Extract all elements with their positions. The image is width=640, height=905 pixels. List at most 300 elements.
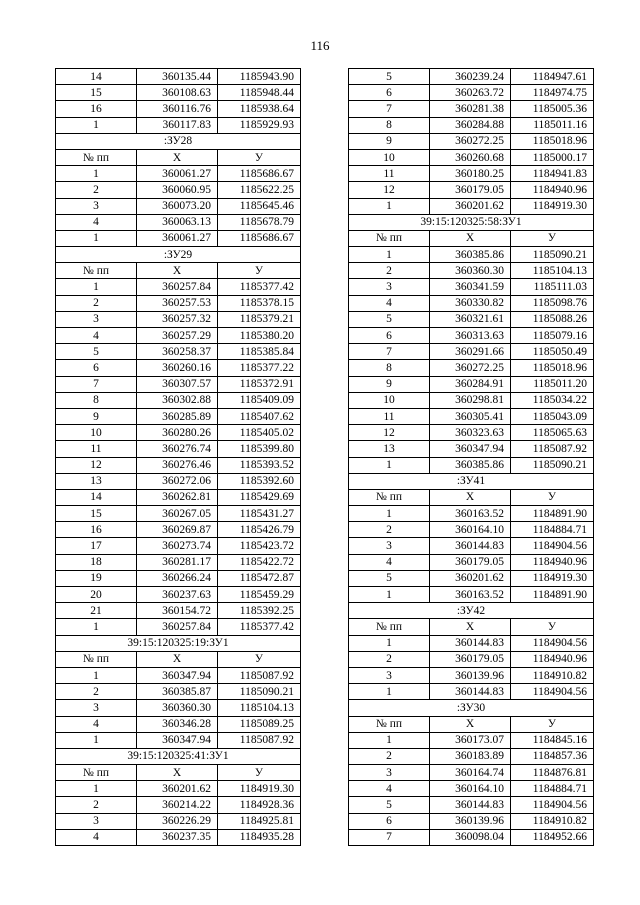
table-row xyxy=(349,748,594,764)
point-number: 4 xyxy=(349,295,430,311)
x-coordinate: 360347.94 xyxy=(137,667,218,683)
y-coordinate: 1185686.67 xyxy=(218,166,301,182)
point-number: 11 xyxy=(349,166,430,182)
table-row xyxy=(349,344,594,360)
point-number: 1 xyxy=(349,198,430,214)
y-coordinate: 1185409.09 xyxy=(218,392,301,408)
y-coordinate: 1184910.82 xyxy=(511,813,594,829)
table-row xyxy=(56,489,301,505)
y-coordinate: 1185377.22 xyxy=(218,360,301,376)
table-row xyxy=(349,684,594,700)
y-coordinate-header: У xyxy=(511,489,594,505)
point-number: 9 xyxy=(56,408,137,424)
table-row xyxy=(56,328,301,344)
x-coordinate: 360237.35 xyxy=(137,829,218,845)
y-coordinate: 1185378.15 xyxy=(218,295,301,311)
table-row xyxy=(349,101,594,117)
y-coordinate: 1184935.28 xyxy=(218,829,301,845)
table-row xyxy=(349,441,594,457)
table-row xyxy=(56,554,301,570)
x-coordinate: 360164.10 xyxy=(430,522,511,538)
point-number: 5 xyxy=(349,570,430,586)
x-coordinate: 360257.29 xyxy=(137,328,218,344)
table-row xyxy=(349,829,594,845)
table-header-row xyxy=(349,230,594,246)
y-coordinate: 1185426.79 xyxy=(218,522,301,538)
y-coordinate: 1185385.84 xyxy=(218,344,301,360)
table-row xyxy=(56,813,301,829)
table-row xyxy=(56,101,301,117)
parcel-title-row xyxy=(349,700,594,716)
table-row xyxy=(56,344,301,360)
x-coordinate: 360179.05 xyxy=(430,182,511,198)
x-coordinate: 360116.76 xyxy=(137,101,218,117)
x-coordinate: 360144.83 xyxy=(430,538,511,554)
y-coordinate: 1185938.64 xyxy=(218,101,301,117)
point-number: 1 xyxy=(349,457,430,473)
x-coordinate: 360385.86 xyxy=(430,457,511,473)
table-row xyxy=(349,538,594,554)
x-coordinate: 360061.27 xyxy=(137,230,218,246)
y-coordinate: 1185065.63 xyxy=(511,425,594,441)
parcel-title: :ЗУ41 xyxy=(349,473,594,489)
parcel-title-row xyxy=(349,603,594,619)
point-number: 6 xyxy=(56,360,137,376)
y-coordinate: 1185000.17 xyxy=(511,149,594,165)
point-number: 15 xyxy=(56,506,137,522)
table-header-row xyxy=(56,149,301,165)
x-coordinate: 360272.06 xyxy=(137,473,218,489)
point-number: 12 xyxy=(56,457,137,473)
x-coordinate: 360214.22 xyxy=(137,797,218,813)
table-row xyxy=(56,538,301,554)
table-row xyxy=(349,797,594,813)
x-coordinate-header: Х xyxy=(430,230,511,246)
y-coordinate-header: У xyxy=(511,619,594,635)
y-coordinate: 1185459.29 xyxy=(218,587,301,603)
point-number: 11 xyxy=(56,441,137,457)
table-row xyxy=(349,570,594,586)
point-number: 3 xyxy=(56,700,137,716)
table-row xyxy=(349,732,594,748)
y-coordinate: 1184940.96 xyxy=(511,182,594,198)
x-coordinate: 360239.24 xyxy=(430,69,511,85)
point-number: 3 xyxy=(349,667,430,683)
x-coordinate: 360063.13 xyxy=(137,214,218,230)
y-coordinate: 1185392.60 xyxy=(218,473,301,489)
point-number: 1 xyxy=(349,587,430,603)
table-row xyxy=(56,214,301,230)
x-coordinate: 360139.96 xyxy=(430,813,511,829)
y-coordinate: 1185087.92 xyxy=(218,732,301,748)
point-number: 1 xyxy=(349,635,430,651)
point-number: 2 xyxy=(349,522,430,538)
table-row xyxy=(349,813,594,829)
y-coordinate: 1184904.56 xyxy=(511,684,594,700)
table-row xyxy=(349,457,594,473)
table-row xyxy=(349,166,594,182)
y-coordinate-header: У xyxy=(218,651,301,667)
y-coordinate: 1184974.75 xyxy=(511,85,594,101)
table-row xyxy=(56,619,301,635)
point-number: 5 xyxy=(349,69,430,85)
point-number: 1 xyxy=(349,684,430,700)
y-coordinate: 1185090.21 xyxy=(218,684,301,700)
table-row xyxy=(56,570,301,586)
parcel-title: :ЗУ28 xyxy=(56,133,301,149)
x-coordinate: 360330.82 xyxy=(430,295,511,311)
x-coordinate: 360307.57 xyxy=(137,376,218,392)
point-number: 2 xyxy=(349,263,430,279)
x-coordinate: 360360.30 xyxy=(137,700,218,716)
y-coordinate: 1184891.90 xyxy=(511,506,594,522)
point-number: 1 xyxy=(56,230,137,246)
parcel-title-row xyxy=(56,133,301,149)
y-coordinate: 1184876.81 xyxy=(511,765,594,781)
x-coordinate: 360276.74 xyxy=(137,441,218,457)
point-number-header: № пп xyxy=(349,230,430,246)
table-row xyxy=(349,182,594,198)
table-header-row xyxy=(56,651,301,667)
table-row xyxy=(349,263,594,279)
y-coordinate: 1185098.76 xyxy=(511,295,594,311)
x-coordinate-header: Х xyxy=(137,651,218,667)
x-coordinate: 360260.16 xyxy=(137,360,218,376)
x-coordinate: 360262.81 xyxy=(137,489,218,505)
table-row xyxy=(56,198,301,214)
table-row xyxy=(349,311,594,327)
table-row xyxy=(56,829,301,845)
table-row xyxy=(56,279,301,295)
x-coordinate: 360285.89 xyxy=(137,408,218,424)
x-coordinate: 360280.26 xyxy=(137,425,218,441)
point-number-header: № пп xyxy=(349,489,430,505)
y-coordinate: 1185090.21 xyxy=(511,457,594,473)
point-number: 12 xyxy=(349,182,430,198)
y-coordinate: 1184940.96 xyxy=(511,554,594,570)
parcel-title: 39:15:120325:41:ЗУ1 xyxy=(56,748,301,764)
table-row xyxy=(349,69,594,85)
x-coordinate: 360273.74 xyxy=(137,538,218,554)
table-row xyxy=(349,651,594,667)
x-coordinate: 360305.41 xyxy=(430,408,511,424)
table-row xyxy=(56,182,301,198)
table-row xyxy=(349,554,594,570)
x-coordinate: 360321.61 xyxy=(430,311,511,327)
point-number: 5 xyxy=(56,344,137,360)
x-coordinate: 360323.63 xyxy=(430,425,511,441)
table-row xyxy=(349,247,594,263)
table-row xyxy=(56,360,301,376)
point-number: 9 xyxy=(349,376,430,392)
point-number: 19 xyxy=(56,570,137,586)
y-coordinate: 1185622.25 xyxy=(218,182,301,198)
table-row xyxy=(349,425,594,441)
point-number: 1 xyxy=(56,732,137,748)
table-row xyxy=(56,166,301,182)
point-number: 3 xyxy=(349,279,430,295)
x-coordinate-header: Х xyxy=(137,149,218,165)
point-number: 10 xyxy=(349,392,430,408)
x-coordinate: 360226.29 xyxy=(137,813,218,829)
point-number: 2 xyxy=(56,182,137,198)
x-coordinate: 360347.94 xyxy=(137,732,218,748)
point-number: 14 xyxy=(56,489,137,505)
table-row xyxy=(349,117,594,133)
point-number-header: № пп xyxy=(56,765,137,781)
point-number: 3 xyxy=(56,311,137,327)
table-row xyxy=(56,506,301,522)
y-coordinate: 1185034.22 xyxy=(511,392,594,408)
x-coordinate: 360385.86 xyxy=(430,247,511,263)
y-coordinate: 1185087.92 xyxy=(218,667,301,683)
parcel-title-row xyxy=(56,748,301,764)
table-row xyxy=(56,603,301,619)
y-coordinate-header: У xyxy=(218,149,301,165)
point-number: 21 xyxy=(56,603,137,619)
x-coordinate: 360257.84 xyxy=(137,619,218,635)
x-coordinate: 360269.87 xyxy=(137,522,218,538)
y-coordinate: 1185678.79 xyxy=(218,214,301,230)
table-header-row xyxy=(349,489,594,505)
point-number: 10 xyxy=(349,149,430,165)
point-number: 3 xyxy=(56,813,137,829)
x-coordinate: 360144.83 xyxy=(430,635,511,651)
point-number: 7 xyxy=(349,829,430,845)
parcel-title-row xyxy=(56,635,301,651)
x-coordinate: 360201.62 xyxy=(430,198,511,214)
parcel-title-row xyxy=(56,247,301,263)
x-coordinate: 360060.95 xyxy=(137,182,218,198)
x-coordinate: 360163.52 xyxy=(430,506,511,522)
x-coordinate: 360173.07 xyxy=(430,732,511,748)
point-number: 13 xyxy=(56,473,137,489)
y-coordinate: 1185392.25 xyxy=(218,603,301,619)
y-coordinate: 1184910.82 xyxy=(511,667,594,683)
x-coordinate: 360139.96 xyxy=(430,667,511,683)
coordinates-table-right xyxy=(348,68,594,846)
table-row xyxy=(56,117,301,133)
y-coordinate: 1185472.87 xyxy=(218,570,301,586)
x-coordinate: 360272.25 xyxy=(430,360,511,376)
y-coordinate: 1185429.69 xyxy=(218,489,301,505)
table-row xyxy=(349,279,594,295)
x-coordinate-header: Х xyxy=(430,489,511,505)
x-coordinate: 360183.89 xyxy=(430,748,511,764)
table-row xyxy=(349,635,594,651)
x-coordinate: 360179.05 xyxy=(430,554,511,570)
point-number: 4 xyxy=(56,214,137,230)
y-coordinate: 1184845.16 xyxy=(511,732,594,748)
parcel-title: :ЗУ30 xyxy=(349,700,594,716)
point-number: 4 xyxy=(349,554,430,570)
point-number: 11 xyxy=(349,408,430,424)
table-row xyxy=(56,587,301,603)
x-coordinate: 360098.04 xyxy=(430,829,511,845)
y-coordinate: 1184947.61 xyxy=(511,69,594,85)
parcel-title: 39:15:120325:58:ЗУ1 xyxy=(349,214,594,230)
point-number: 16 xyxy=(56,101,137,117)
y-coordinate-header: У xyxy=(218,765,301,781)
table-row xyxy=(56,295,301,311)
x-coordinate: 360360.30 xyxy=(430,263,511,279)
point-number: 1 xyxy=(56,117,137,133)
x-coordinate: 360144.83 xyxy=(430,684,511,700)
table-row xyxy=(56,230,301,246)
y-coordinate: 1184919.30 xyxy=(511,198,594,214)
x-coordinate: 360073.20 xyxy=(137,198,218,214)
table-row xyxy=(349,408,594,424)
table-row xyxy=(349,376,594,392)
table-row xyxy=(56,425,301,441)
y-coordinate-header: У xyxy=(511,230,594,246)
x-coordinate: 360164.74 xyxy=(430,765,511,781)
x-coordinate: 360313.63 xyxy=(430,328,511,344)
point-number: 4 xyxy=(56,829,137,845)
x-coordinate: 360385.87 xyxy=(137,684,218,700)
table-row xyxy=(349,328,594,344)
x-coordinate: 360061.27 xyxy=(137,166,218,182)
point-number: 7 xyxy=(349,101,430,117)
y-coordinate-header: У xyxy=(511,716,594,732)
y-coordinate: 1185929.93 xyxy=(218,117,301,133)
x-coordinate: 360347.94 xyxy=(430,441,511,457)
x-coordinate: 360298.81 xyxy=(430,392,511,408)
point-number: 1 xyxy=(56,279,137,295)
table-row xyxy=(56,667,301,683)
point-number: 15 xyxy=(56,85,137,101)
point-number: 1 xyxy=(349,732,430,748)
point-number: 9 xyxy=(349,133,430,149)
page-number: 116 xyxy=(310,38,330,53)
table-row xyxy=(56,376,301,392)
x-coordinate: 360108.63 xyxy=(137,85,218,101)
y-coordinate: 1184919.30 xyxy=(218,781,301,797)
y-coordinate: 1185948.44 xyxy=(218,85,301,101)
table-row xyxy=(56,781,301,797)
x-coordinate: 360164.10 xyxy=(430,781,511,797)
y-coordinate: 1185393.52 xyxy=(218,457,301,473)
table-row xyxy=(56,732,301,748)
y-coordinate: 1185087.92 xyxy=(511,441,594,457)
table-header-row xyxy=(349,619,594,635)
x-coordinate: 360276.46 xyxy=(137,457,218,473)
x-coordinate-header: Х xyxy=(137,263,218,279)
x-coordinate: 360263.72 xyxy=(430,85,511,101)
point-number: 2 xyxy=(349,748,430,764)
table-row xyxy=(56,392,301,408)
y-coordinate: 1184904.56 xyxy=(511,635,594,651)
parcel-title: :ЗУ29 xyxy=(56,247,301,263)
y-coordinate: 1184925.81 xyxy=(218,813,301,829)
point-number: 1 xyxy=(56,667,137,683)
table-row xyxy=(56,311,301,327)
table-row xyxy=(56,716,301,732)
point-number: 2 xyxy=(56,295,137,311)
y-coordinate: 1184904.56 xyxy=(511,797,594,813)
y-coordinate: 1185380.20 xyxy=(218,328,301,344)
point-number: 5 xyxy=(349,311,430,327)
table-header-row xyxy=(56,765,301,781)
point-number: 16 xyxy=(56,522,137,538)
x-coordinate-header: Х xyxy=(430,619,511,635)
y-coordinate: 1185422.72 xyxy=(218,554,301,570)
table-row xyxy=(349,506,594,522)
y-coordinate: 1184891.90 xyxy=(511,587,594,603)
y-coordinate: 1185018.96 xyxy=(511,360,594,376)
point-number: 4 xyxy=(56,328,137,344)
point-number: 18 xyxy=(56,554,137,570)
coordinates-table-left xyxy=(55,68,301,846)
table-row xyxy=(56,408,301,424)
y-coordinate: 1185011.20 xyxy=(511,376,594,392)
table-row xyxy=(56,684,301,700)
y-coordinate: 1185377.42 xyxy=(218,279,301,295)
table-row xyxy=(56,85,301,101)
point-number: 3 xyxy=(56,198,137,214)
point-number: 20 xyxy=(56,587,137,603)
point-number-header: № пп xyxy=(349,716,430,732)
x-coordinate: 360135.44 xyxy=(137,69,218,85)
table-row xyxy=(349,781,594,797)
y-coordinate: 1185943.90 xyxy=(218,69,301,85)
x-coordinate: 360163.52 xyxy=(430,587,511,603)
table-row xyxy=(349,149,594,165)
x-coordinate: 360260.68 xyxy=(430,149,511,165)
x-coordinate: 360257.84 xyxy=(137,279,218,295)
x-coordinate: 360291.66 xyxy=(430,344,511,360)
table-header-row xyxy=(349,716,594,732)
x-coordinate: 360281.17 xyxy=(137,554,218,570)
x-coordinate: 360201.62 xyxy=(137,781,218,797)
table-row xyxy=(56,473,301,489)
point-number: 8 xyxy=(349,360,430,376)
point-number: 10 xyxy=(56,425,137,441)
y-coordinate: 1184940.96 xyxy=(511,651,594,667)
point-number: 3 xyxy=(349,765,430,781)
point-number: 13 xyxy=(349,441,430,457)
point-number: 3 xyxy=(349,538,430,554)
point-number: 6 xyxy=(349,813,430,829)
y-coordinate: 1185050.49 xyxy=(511,344,594,360)
parcel-title: 39:15:120325:19:ЗУ1 xyxy=(56,635,301,651)
parcel-title-row xyxy=(349,214,594,230)
y-coordinate: 1185645.46 xyxy=(218,198,301,214)
table-row xyxy=(349,198,594,214)
y-coordinate: 1185018.96 xyxy=(511,133,594,149)
y-coordinate: 1184857.36 xyxy=(511,748,594,764)
table-row xyxy=(349,522,594,538)
y-coordinate: 1185431.27 xyxy=(218,506,301,522)
table-row xyxy=(349,85,594,101)
point-number: 1 xyxy=(349,506,430,522)
x-coordinate: 360346.28 xyxy=(137,716,218,732)
table-row xyxy=(349,392,594,408)
parcel-title-row xyxy=(349,473,594,489)
y-coordinate: 1185043.09 xyxy=(511,408,594,424)
point-number: 1 xyxy=(349,247,430,263)
y-coordinate: 1185379.21 xyxy=(218,311,301,327)
point-number-header: № пп xyxy=(56,263,137,279)
point-number: 4 xyxy=(349,781,430,797)
y-coordinate: 1185111.03 xyxy=(511,279,594,295)
y-coordinate: 1185104.13 xyxy=(511,263,594,279)
y-coordinate: 1185686.67 xyxy=(218,230,301,246)
table-row xyxy=(56,457,301,473)
y-coordinate: 1185407.62 xyxy=(218,408,301,424)
x-coordinate: 360237.63 xyxy=(137,587,218,603)
y-coordinate-header: У xyxy=(218,263,301,279)
